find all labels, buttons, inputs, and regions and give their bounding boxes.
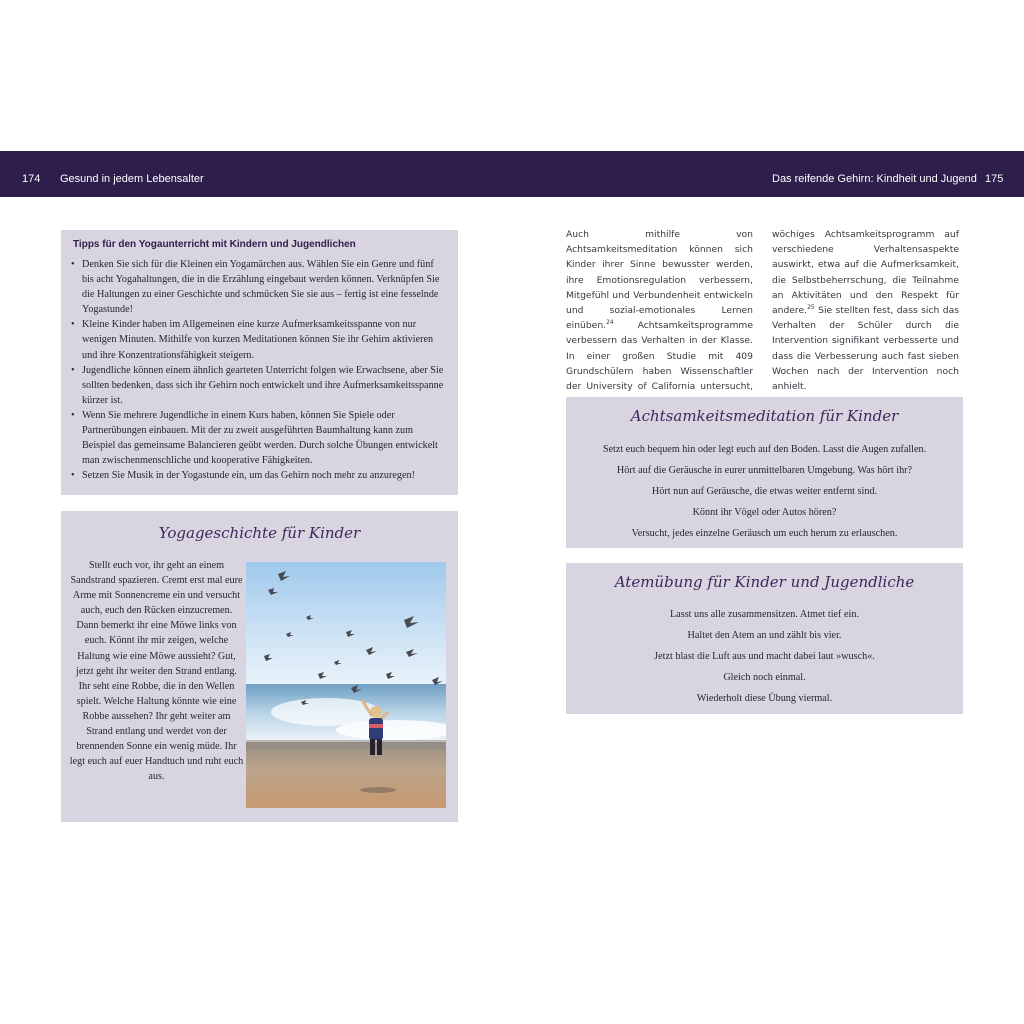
tips-list bbox=[71, 257, 446, 483]
right-page-number: 175 bbox=[985, 173, 1004, 185]
left-running-title: Gesund in jedem Lebensalter bbox=[60, 173, 204, 185]
meditation-box bbox=[566, 397, 963, 548]
meditation-title: Achtsamkeitsmeditation für Kinder bbox=[630, 407, 899, 425]
body-text: Auch mithilfe von Achtsamkeitsmeditation können sich Kinder ihrer Sinne bewusster werden, ihre Emotionsregulation verbessern, Mitgefühl und Verbundenheit entwickeln und sozial-emotionales Lernen einüben. bbox=[566, 229, 753, 332]
breathing-line: Haltet den Atem an und zählt bis vier. bbox=[687, 630, 842, 641]
tip-item: • Jugendliche können einem ähnlich gearteten Unterricht folgen wie Erwachsene, aber Sie sollten bedenken, dass sich ihr Gehirn noch entwickelt und ihre Aufmerksamkeitsspanne kürzer ist. bbox=[71, 363, 446, 408]
meditation-line: Könnt ihr Vögel oder Autos hören? bbox=[692, 507, 837, 518]
breathing-title: Atemübung für Kinder und Jugendliche bbox=[614, 573, 915, 591]
tip-item: • Setzen Sie Musik in der Yogastunde ein, um das Gehirn noch mehr zu anzuregen! bbox=[71, 468, 446, 483]
story-title: Yogageschichte für Kinder bbox=[158, 524, 361, 542]
tips-box bbox=[61, 230, 458, 495]
body-column-left bbox=[566, 227, 753, 409]
beach-photo bbox=[246, 562, 446, 808]
story-box bbox=[61, 511, 458, 822]
tip-item: • Denken Sie sich für die Kleinen ein Yogamärchen aus. Wählen Sie ein Genre und fünf bis acht Yogahaltungen, die in die Erzählung eingebaut werden können. Verknüpfen Sie die Haltungen zu einer Geschichte und schmücken Sie sie aus – fertig ist eine fesselnde Yogastunde! bbox=[71, 257, 446, 317]
breathing-lines bbox=[566, 604, 963, 709]
beach-photo-illustration bbox=[246, 562, 446, 808]
page-header-bar bbox=[0, 151, 1024, 197]
tip-item: • Kleine Kinder haben im Allgemeinen eine kurze Aufmerksamkeitsspanne von nur wenigen Minuten. Mithilfe von kurzen Meditationen können Sie ihr Gehirn aktivieren und ihre Konzentrationsfähigkeit steigern. bbox=[71, 317, 446, 362]
right-running-title: Das reifende Gehirn: Kindheit und Jugend bbox=[772, 173, 977, 185]
tips-title: Tipps für den Yogaunterricht mit Kindern und Jugendlichen bbox=[73, 239, 356, 250]
body-text: Sie stellten fest, dass sich das Verhalten der Schüler durch die Intervention signifikant verbesserte und dass die Verbesserung auch fast sieben Wochen nach der Intervention noch anhielt. bbox=[772, 305, 959, 393]
body-text: wöchiges Achtsamkeitsprogramm auf verschiedene Verhaltensaspekte auswirkt, etwa auf die Aufmerksamkeit, die Selbstbeherrschung, die Teilnahme an Aktivitäten und den Respekt für andere. bbox=[772, 229, 959, 317]
breathing-line: Lasst uns alle zusammensitzen. Atmet tief ein. bbox=[670, 609, 859, 620]
body-column-right bbox=[772, 227, 959, 394]
meditation-line: Hört nun auf Geräusche, die etwas weiter entfernt sind. bbox=[651, 486, 878, 497]
footnote-ref: 24 bbox=[606, 319, 614, 327]
breathing-line: Gleich noch einmal. bbox=[723, 672, 806, 683]
footnote-ref: 25 bbox=[807, 303, 815, 311]
tip-item: • Wenn Sie mehrere Jugendliche in einem Kurs haben, können Sie Spiele oder Partnerübungen einbauen. Mit der zu zweit ausgeführten Baumhaltung kann zum Beispiel das gemeinsame Balancieren geübt werden. Durch solche Übungen entwickelt man zwischenmenschliche und kooperative Fähigkeiten. bbox=[71, 408, 446, 468]
body-text: Achtsamkeitsprogramme verbessern das Verhalten in der Klasse. In einer großen Studie mit 409 Grundschülern haben Wissenschaftler der University of California untersucht, bbox=[566, 320, 753, 393]
breathing-line: Wiederholt diese Übung viermal. bbox=[696, 693, 833, 704]
meditation-line: Setzt euch bequem hin oder legt euch auf den Boden. Lasst die Augen zufallen. bbox=[602, 444, 927, 455]
meditation-line: Versucht, jedes einzelne Geräusch um euch herum zu erlauschen. bbox=[631, 528, 898, 539]
breathing-line: Jetzt blast die Luft aus und macht dabei laut »wusch«. bbox=[654, 651, 875, 662]
meditation-lines bbox=[566, 439, 963, 544]
breathing-box bbox=[566, 563, 963, 714]
meditation-line: Hört auf die Geräusche in eurer unmittelbaren Umgebung. Was hört ihr? bbox=[616, 465, 913, 476]
story-text: Stellt euch vor, ihr geht an einem Sandstrand spazieren. Cremt erst mal eure Arme mit Sonnencreme ein und versucht auch, euch den Rücken einzucremen. Dann bemerkt ihr eine Möwe links von euch. Könnt ihr mir zeigen, welche Haltung wie eine Möwe aussieht? Gut, jetzt geht ihr weiter den Strand entlang. Ihr seht eine Robbe, die in den Wellen spielt. Welche Haltung könnte wie eine Robbe aussehen? Ihr geht weiter am Strand entlang und werdet von der brennenden Sonne ein wenig müde. Ihr legt euch auf euer Handtuch und ruht euch aus. bbox=[69, 560, 244, 783]
left-page-number: 174 bbox=[22, 173, 41, 185]
